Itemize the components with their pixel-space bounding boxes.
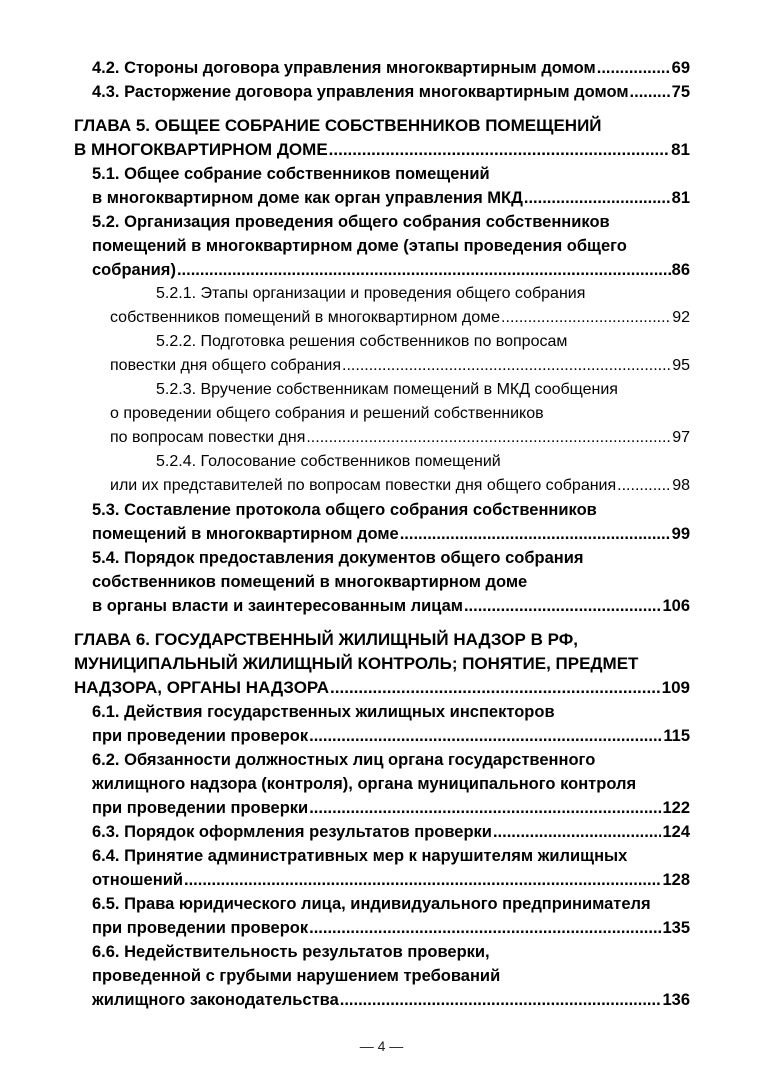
- toc-subsection-entry[interactable]: [74, 330, 690, 378]
- toc-line: [74, 426, 690, 450]
- toc-line-text: 6.3. Порядок оформления результатов проверки: [92, 823, 492, 841]
- toc-line-text: в органы власти и заинтересованным лицам: [92, 597, 463, 615]
- toc-chapter-entry[interactable]: [74, 114, 690, 162]
- toc-line-text: собрания): [92, 261, 176, 279]
- toc-line-text: 5.2.4. Голосование собственников помещений: [156, 453, 501, 470]
- toc-line: [74, 522, 690, 546]
- toc-line: [74, 570, 690, 594]
- toc-page-number[interactable]: 135: [662, 919, 690, 937]
- toc-page-number[interactable]: 115: [663, 727, 690, 745]
- toc-line: [74, 796, 690, 820]
- toc-line: [74, 844, 690, 868]
- toc-line-text: 5.2.2. Подготовка решения собственников по вопросам: [156, 333, 568, 350]
- toc-line: [74, 700, 690, 724]
- toc-line: [74, 820, 690, 844]
- toc-line: [74, 652, 690, 676]
- toc-section-entry[interactable]: [74, 892, 690, 940]
- toc-line-text: отношений: [92, 871, 183, 889]
- toc-section-entry[interactable]: [74, 546, 690, 618]
- toc-subsection-entry[interactable]: [74, 450, 690, 498]
- toc-line-text: повестки дня общего собрания: [110, 357, 342, 374]
- toc-page-number[interactable]: 109: [661, 678, 690, 697]
- toc-line: [74, 162, 690, 186]
- dot-leader: [329, 138, 670, 162]
- dot-leader: [306, 426, 671, 450]
- toc-line-text: 6.6. Недействительность результатов проверки,: [92, 943, 490, 961]
- dot-leader: [524, 186, 671, 210]
- toc-page-number[interactable]: 122: [662, 799, 690, 817]
- toc-subsection-entry[interactable]: [74, 282, 690, 330]
- dot-leader: [309, 916, 661, 940]
- toc-line-text: жилищного надзора (контроля), органа муниципального контроля: [92, 775, 637, 793]
- toc-line: [74, 354, 690, 378]
- dot-leader: [464, 594, 662, 618]
- toc-line: [74, 138, 690, 162]
- toc-line: [74, 56, 690, 80]
- toc-line: [74, 748, 690, 772]
- dot-leader: [400, 522, 671, 546]
- toc-line-text: 5.1. Общее собрание собственников помещений: [92, 165, 490, 183]
- toc-page-number[interactable]: 128: [662, 871, 690, 889]
- toc-section-entry[interactable]: [74, 80, 690, 104]
- toc-section-entry[interactable]: [74, 820, 690, 844]
- toc-line-text: ГЛАВА 6. ГОСУДАРСТВЕННЫЙ ЖИЛИЩНЫЙ НАДЗОР В РФ,: [74, 630, 578, 649]
- toc-line-text: собственников помещений в многоквартирном доме: [110, 309, 501, 326]
- toc-line: [74, 594, 690, 618]
- toc-page-number[interactable]: 81: [671, 189, 690, 207]
- toc-line-text: или их представителей по вопросам повестки дня общего собрания: [110, 477, 617, 494]
- toc-line: [74, 80, 690, 104]
- toc-line-text: помещений в многоквартирном доме: [92, 525, 399, 543]
- toc-line-text: 6.4. Принятие административных мер к нарушителям жилищных: [92, 847, 628, 865]
- toc-line-text: при проведении проверок: [92, 919, 309, 937]
- toc-line-text: о проведении общего собрания и решений собственников: [110, 405, 544, 422]
- toc-line: [74, 498, 690, 522]
- toc-page-number[interactable]: 69: [671, 59, 690, 77]
- toc-chapter-entry[interactable]: [74, 628, 690, 700]
- toc-line: [74, 724, 690, 748]
- toc-page-number[interactable]: 106: [662, 597, 690, 615]
- section-gap: [74, 104, 690, 114]
- toc-page-number[interactable]: 124: [662, 823, 690, 841]
- toc-line-text: НАДЗОРА, ОРГАНЫ НАДЗОРА: [74, 678, 330, 697]
- toc-section-entry[interactable]: [74, 210, 690, 282]
- toc-line: [74, 676, 690, 700]
- toc-page-number[interactable]: 98: [672, 477, 690, 494]
- toc-line: [74, 330, 690, 354]
- toc-subsection-entry[interactable]: [74, 378, 690, 450]
- toc-line-text: 6.2. Обязанности должностных лиц органа государственного: [92, 751, 596, 769]
- toc-line-text: МУНИЦИПАЛЬНЫЙ ЖИЛИЩНЫЙ КОНТРОЛЬ; ПОНЯТИЕ, ПРЕДМЕТ: [74, 654, 639, 673]
- toc-section-entry[interactable]: [74, 844, 690, 892]
- dot-leader: [340, 988, 662, 1012]
- toc-line: [74, 474, 690, 498]
- toc-line: [74, 186, 690, 210]
- dot-leader: [597, 56, 671, 80]
- toc-line: [74, 892, 690, 916]
- toc-section-entry[interactable]: [74, 940, 690, 1012]
- dot-leader: [493, 820, 662, 844]
- toc-section-entry[interactable]: [74, 162, 690, 210]
- toc-line-text: 6.5. Права юридического лица, индивидуального предпринимателя: [92, 895, 651, 913]
- toc-section-entry[interactable]: [74, 56, 690, 80]
- table-of-contents: [74, 56, 690, 1012]
- toc-line: [74, 378, 690, 402]
- toc-line-text: 4.2. Стороны договора управления многоквартирным домом: [92, 59, 596, 77]
- toc-line-text: 5.4. Порядок предоставления документов общего собрания: [92, 549, 584, 567]
- toc-line-text: В МНОГОКВАРТИРНОМ ДОМЕ: [74, 140, 328, 159]
- toc-line: [74, 114, 690, 138]
- dot-leader: [617, 474, 671, 498]
- toc-page-number[interactable]: 99: [671, 525, 690, 543]
- toc-line-text: ГЛАВА 5. ОБЩЕЕ СОБРАНИЕ СОБСТВЕННИКОВ ПОМЕЩЕНИЙ: [74, 116, 602, 135]
- toc-line-text: помещений в многоквартирном доме (этапы проведения общего: [92, 237, 627, 255]
- toc-section-entry[interactable]: [74, 700, 690, 748]
- toc-line-text: 5.2.1. Этапы организации и проведения общего собрания: [156, 285, 586, 302]
- toc-line: [74, 628, 690, 652]
- toc-line-text: в многоквартирном доме как орган управления МКД: [92, 189, 523, 207]
- toc-page-number[interactable]: 86: [671, 261, 690, 279]
- toc-page-number[interactable]: 97: [672, 429, 690, 446]
- dot-leader: [501, 306, 671, 330]
- toc-line: [74, 450, 690, 474]
- toc-line: [74, 210, 690, 234]
- toc-page-number[interactable]: 81: [671, 140, 690, 159]
- toc-line: [74, 258, 690, 282]
- toc-line: [74, 772, 690, 796]
- toc-line: [74, 916, 690, 940]
- toc-line: [74, 546, 690, 570]
- toc-line: [74, 234, 690, 258]
- toc-page-number[interactable]: 136: [662, 991, 690, 1009]
- toc-line: [74, 306, 690, 330]
- toc-line: [74, 964, 690, 988]
- toc-line-text: 5.3. Составление протокола общего собрания собственников: [92, 501, 597, 519]
- dot-leader: [342, 354, 671, 378]
- toc-line-text: 6.1. Действия государственных жилищных инспекторов: [92, 703, 555, 721]
- toc-line: [74, 988, 690, 1012]
- dot-leader: [330, 676, 661, 700]
- page-number: — 4 —: [359, 1038, 404, 1054]
- toc-page-number[interactable]: 95: [672, 357, 690, 374]
- toc-line-text: при проведении проверки: [92, 799, 309, 817]
- toc-page-number[interactable]: 92: [672, 309, 690, 326]
- toc-section-entry[interactable]: [74, 748, 690, 820]
- section-gap: [74, 618, 690, 628]
- toc-line: [74, 282, 690, 306]
- toc-line: [74, 868, 690, 892]
- toc-line-text: жилищного законодательства: [92, 991, 339, 1009]
- dot-leader: [184, 868, 661, 892]
- toc-page-number[interactable]: 75: [671, 83, 690, 101]
- dot-leader: [177, 258, 671, 282]
- toc-line-text: при проведении проверок: [92, 727, 309, 745]
- toc-section-entry[interactable]: [74, 498, 690, 546]
- dot-leader: [630, 80, 671, 104]
- toc-line-text: собственников помещений в многоквартирном доме: [92, 573, 528, 591]
- toc-line-text: проведенной с грубыми нарушением требований: [92, 967, 501, 985]
- toc-line-text: по вопросам повестки дня: [110, 429, 306, 446]
- toc-line-text: 4.3. Расторжение договора управления многоквартирным домом: [92, 83, 629, 101]
- toc-line-text: 5.2.3. Вручение собственникам помещений в МКД сообщения: [156, 381, 618, 398]
- dot-leader: [309, 724, 662, 748]
- dot-leader: [309, 796, 661, 820]
- toc-line: [74, 402, 690, 426]
- toc-line-text: 5.2. Организация проведения общего собрания собственников: [92, 213, 610, 231]
- toc-line: [74, 940, 690, 964]
